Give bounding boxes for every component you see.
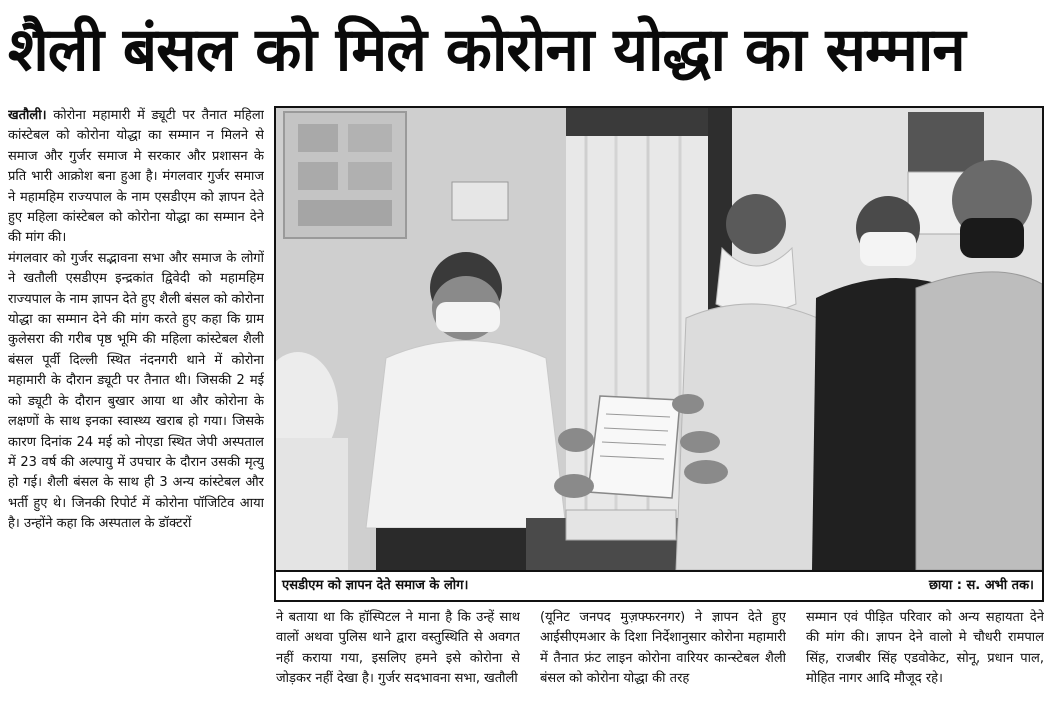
article-column-2: ने बताया था कि हॉस्पिटल ने माना है कि उन्हें साथ वालों अथवा पुलिस थाने द्वारा वस्तुस्थिति से अवगत नहीं कराया गया, इसलिए हमने इसे कोरोना से जोड़कर नहीं देखा है। गुर्जर सदभावना सभा, खतौली	[276, 610, 520, 687]
headline: शैली बंसल को मिले कोरोना योद्धा का सम्मान	[8, 15, 965, 85]
article-column-3: (यूनिट जनपद मुज़फ्फरनगर) ने ज्ञापन देते हुए आईसीएमआर के दिशा निर्देशानुसार कोरोना महामारी में तैनात फ्रंट लाइन कोरोना वारियर कान्स्टेबल शैली बंसल को कोरोना योद्धा की तरह	[540, 610, 786, 687]
photo-caption: एसडीएम को ज्ञापन देते समाज के लोग।	[282, 578, 469, 593]
article-paragraph-1	[8, 106, 264, 249]
dateline: खतौली।	[8, 108, 47, 123]
news-photo	[276, 108, 1042, 570]
news-photo-frame	[274, 106, 1044, 602]
photo-caption-bar	[276, 570, 1042, 600]
article-paragraph-2: मंगलवार को गुर्जर सद्भावना सभा और समाज के लोगों ने खतौली एसडीएम इन्द्रकांत द्विवेदी को महामहिम राज्यपाल के नाम ज्ञापन देते हुए शैली बंसल को कोरोना योद्धा का सम्मान देने की मांग करते हुए कहा कि ग्राम कुलेसरा की गरीब पृष्ठ भूमि की महिला कांस्टेबल शैली बंसल पूर्वी दिल्ली स्थित नंदनगरी थाने में कोरोना महामारी के दौरान ड्यूटी पर तैनात थी। जिसकी 2 मई को ड्यूटी के दौरान बुखार आया था और कोरोना के लक्षणों के साथ इनका स्वास्थ्य खराब हो गया। जिसके कारण दिनांक 24 मई को नोएडा स्थित जेपी अस्पताल में 23 वर्ष की अल्पायु में उपचार के दौरान उसकी मृत्यु हो गई। शैली बंसल के साथ ही 3 अन्य कांस्टेबल और भर्ती हुए थे। जिनकी रिपोर्ट में कोरोना पॉजिटिव आया है। उन्होंने कहा कि अस्पताल के डॉक्टरों	[8, 250, 264, 532]
photo-credit: छाया : स. अभी तक।	[928, 578, 1034, 593]
article-column-1	[8, 106, 264, 718]
photo-illustration	[276, 108, 1042, 570]
paragraph-1-text: कोरोना महामारी में ड्यूटी पर तैनात महिला कांस्टेबल को कोरोना योद्धा का सम्मान न मिलने से समाज और गुर्जर समाज मे सरकार और प्रशासन के प्रति भारी आक्रोश बना हुआ है। मंगलवार गुर्जर समाज ने महामहिम राज्यपाल के नाम एसडीएम को ज्ञापन देते हुए महिला कांस्टेबल को कोरोना योद्धा का सम्मान देने की मांग की।	[8, 108, 264, 246]
article-column-4: सम्मान एवं पीड़ित परिवार को अन्य सहायता देने की मांग की। ज्ञापन देने वालो मे चौधरी रामपाल सिंह, राजबीर सिंह एडवोकेट, सोनू, प्रधान पाल, मोहित नागर आदि मौजूद रहे।	[806, 610, 1044, 687]
